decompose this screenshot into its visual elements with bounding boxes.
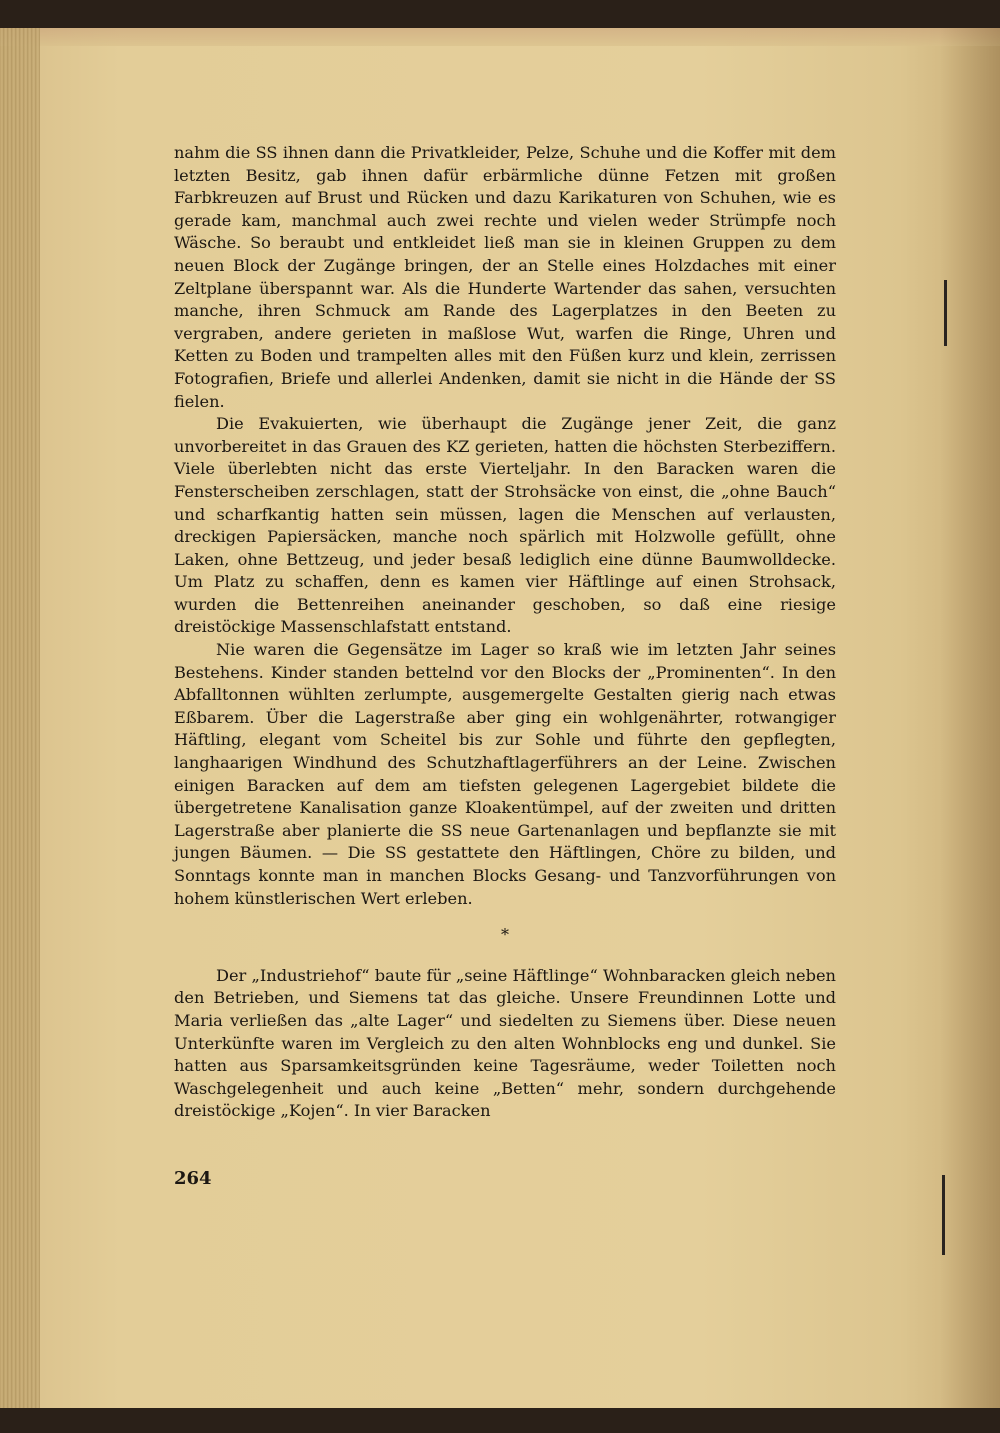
paragraph-3: Nie waren die Gegensätze im Lager so kraß wie im letzten Jahr seines Bestehens. Kinder standen bettelnd vor den Blocks der „Prominenten“. In den Abfalltonnen wühlten zerlumpte, ausgemergelte Gestalten gierig nach etwas Eßbarem. Über die Lagerstraße aber ging ein wohlgenährter, rotwangiger Häftling, elegant vom Scheitel bis zur Sohle und führte den gepflegten, langhaarigen Windhund des Schutzhaftlagerführers an der Leine. Zwischen einigen Baracken auf dem am tiefsten gelegenen Lagergebiet bildete die übergetretene Kanalisation ganze Kloakentümpel, auf der zweiten und dritten Lagerstraße aber planierte die SS neue Gartenanlagen und bepflanzte sie mit jungen Bäumen. — Die SS gestattete den Häftlingen, Chöre zu bilden, und Sonntags konnte man in manchen Blocks Gesang- und Tanzvorführungen von hohem künstlerischen Wert erleben. xyxy=(174,640,836,908)
body-text xyxy=(174,142,836,1123)
section-separator: * xyxy=(501,925,509,945)
margin-mark-lower xyxy=(942,1175,945,1255)
page-gutter-shadow xyxy=(940,28,1000,1408)
margin-mark-upper xyxy=(944,280,947,346)
paragraph-2: Die Evakuierten, wie überhaupt die Zugänge jener Zeit, die ganz unvorbereitet in das Grauen des KZ gerieten, hatten die höchsten Sterbeziffern. Viele überlebten nicht das erste Vierteljahr. In den Baracken waren die Fensterscheiben zerschlagen, statt der Strohsäcke von einst, die „ohne Bauch“ und scharfkantig hatten sein müssen, lagen die Menschen auf verlausten, dreckigen Papiersäcken, manche noch spärlich mit Holzwolle gefüllt, ohne Laken, ohne Bettzeug, und jeder besaß lediglich eine dünne Baumwolldecke. Um Platz zu schaffen, denn es kamen vier Häftlinge auf einen Strohsack, wurden die Bettenreihen aneinander geschoben, so daß eine riesige dreistöckige Massenschlafstatt entstand. xyxy=(174,414,836,637)
page-top-edge xyxy=(0,28,1000,46)
page-number: 264 xyxy=(174,1168,212,1189)
page-stack-edge xyxy=(0,28,40,1408)
paragraph-4: Der „Industriehof“ baute für „seine Häftlinge“ Wohnbaracken gleich neben den Betrieben, und Siemens tat das gleiche. Unsere Freundinnen Lotte und Maria verließen das „alte Lager“ und siedelten zu Siemens über. Diese neuen Unterkünfte waren im Vergleich zu den alten Wohnblocks eng und dunkel. Sie hatten aus Sparsamkeitsgründen keine Tagesräume, weder Toiletten noch Waschgelegenheit und auch keine „Betten“ mehr, sondern durchgehende dreistöckige „Kojen“. In vier Baracken xyxy=(174,965,836,1121)
paragraph-1: nahm die SS ihnen dann die Privatkleider, Pelze, Schuhe und die Koffer mit dem letzten Besitz, gab ihnen dafür erbärmliche dünne Fetzen mit großen Farbkreuzen auf Brust und Rücken und dazu Karikaturen von Schuhen, wie es gerade kam, manchmal auch zwei rechte und vielen weder Strümpfe noch Wäsche. So beraubt und entkleidet ließ man sie in kleinen Gruppen zu dem neuen Block der Zugänge bringen, der an Stelle eines Holzdaches mit einer Zeltplane überspannt war. Als die Hunderte Wartender das sahen, versuchten manche, ihren Schmuck am Rande des Lagerplatzes in den Beeten zu vergraben, andere gerieten in maßlose Wut, warfen die Ringe, Uhren und Ketten zu Boden und trampelten alles mit den Füßen kurz und klein, zerrissen Fotografien, Briefe und allerlei Andenken, damit sie nicht in die Hände der SS fielen. xyxy=(174,143,836,411)
